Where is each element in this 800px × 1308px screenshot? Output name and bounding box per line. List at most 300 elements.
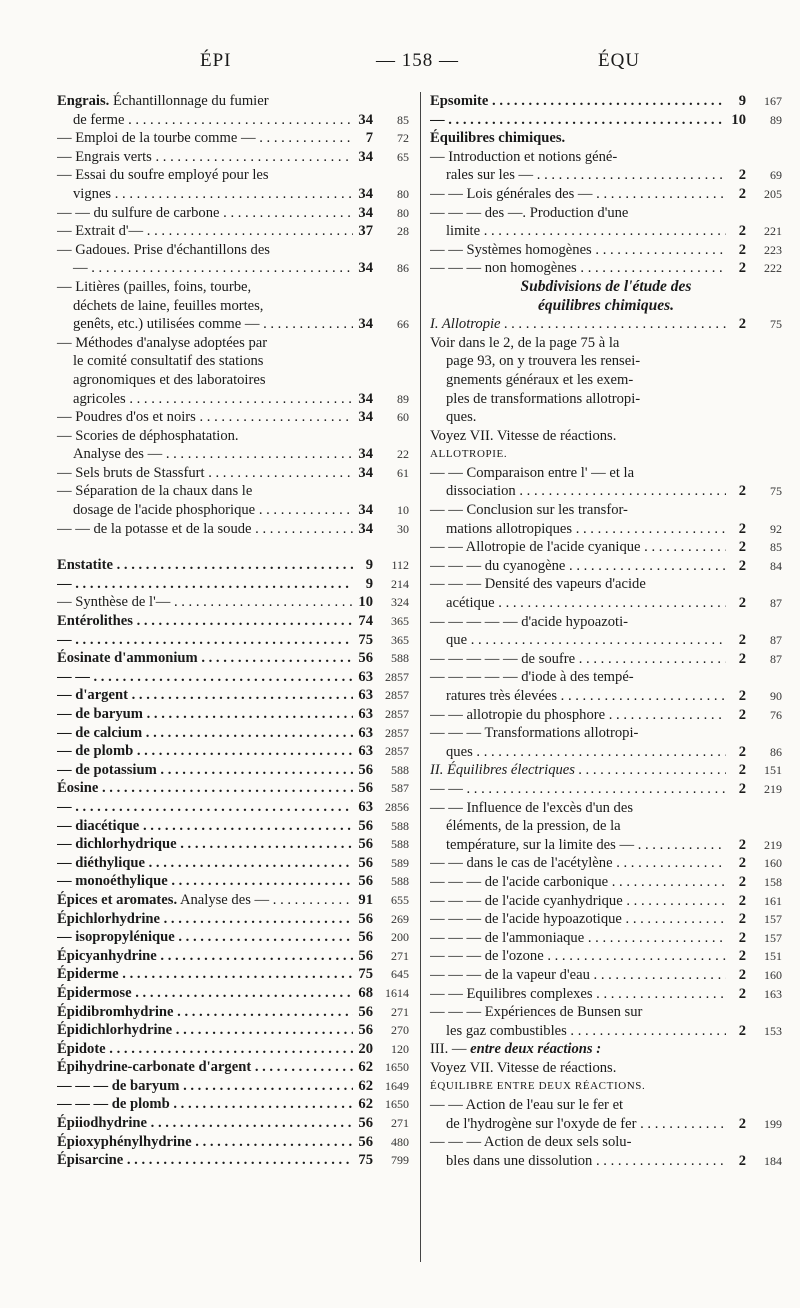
- index-entry: [430, 185, 782, 204]
- entry-text: — Litières (pailles, foins, tourbe,: [57, 278, 252, 295]
- index-entry: [430, 315, 782, 334]
- entry-term: Entérolithes . . .: [57, 612, 353, 631]
- entry-volume: 2: [738, 632, 746, 649]
- index-entry: [57, 835, 409, 854]
- index-entry: [430, 538, 782, 557]
- entry-volume: 2: [738, 1152, 746, 1169]
- entry-page: 76: [770, 707, 782, 722]
- entry-page: 799: [391, 1153, 409, 1168]
- index-entry: [57, 854, 409, 873]
- index-entry: [57, 556, 409, 575]
- entry-term: II. Équilibres électriques . . .: [430, 761, 726, 780]
- entry-page: 2857: [385, 669, 409, 684]
- entry-volume: 75: [358, 631, 373, 648]
- entry-term: Épisarcine . . .: [57, 1151, 353, 1170]
- index-entry: [57, 1040, 409, 1059]
- entry-term: que . . .: [430, 631, 726, 650]
- entry-term: — — — de l'ammoniaque . . .: [430, 929, 726, 948]
- entry-page: 219: [764, 781, 782, 796]
- index-entry: [430, 111, 782, 130]
- entry-volume: 2: [738, 167, 746, 184]
- entry-page: 87: [770, 596, 782, 611]
- entry-page: 269: [391, 911, 409, 926]
- entry-term: bles dans une dissolution . . .: [430, 1152, 726, 1171]
- index-entry: [57, 817, 409, 836]
- entry-term: — isopropylénique . . .: [57, 928, 353, 947]
- entry-term: — Poudres d'os et noirs . . .: [57, 408, 353, 427]
- entry-term: ques . . .: [430, 743, 726, 762]
- entry-term: — — Allotropie de l'acide cyanique . . .: [430, 538, 726, 557]
- entry-text: ples de transformations allotropi-: [446, 390, 641, 407]
- entry-term: Épidermose . . .: [57, 984, 353, 1003]
- entry-term: — . . .: [57, 631, 353, 650]
- entry-term: — dichlorhydrique . . .: [57, 835, 353, 854]
- index-entry: [57, 686, 409, 705]
- entry-page: 223: [764, 242, 782, 257]
- entry-page: 90: [770, 689, 782, 703]
- index-entry: [430, 929, 782, 948]
- entry-page: 161: [764, 893, 782, 908]
- entry-term: — . . .: [57, 798, 353, 817]
- entry-volume: 91: [358, 891, 373, 908]
- entry-term: — de plomb . . .: [57, 742, 353, 761]
- index-entry: [430, 520, 782, 539]
- entry-term: — — — de l'acide hypoazotique . . .: [430, 910, 726, 929]
- entry-page: 199: [764, 1116, 782, 1131]
- entry-text: — Gadoues. Prise d'échantillons des: [57, 241, 270, 258]
- entry-page: 85: [770, 540, 782, 555]
- entry-term: — . . .: [57, 575, 353, 594]
- index-entry: [57, 779, 409, 798]
- entry-page: 151: [764, 763, 782, 778]
- entry-term: Analyse des — . . .: [57, 445, 353, 464]
- entry-page: 645: [391, 967, 409, 982]
- entry-term: température, sur la limite des — . . .: [430, 836, 726, 855]
- entry-page: 167: [764, 94, 782, 108]
- entry-volume: 63: [358, 724, 373, 741]
- entry-page: 89: [397, 391, 409, 406]
- entry-term: — — — — — de soufre . . .: [430, 650, 726, 669]
- entry-volume: 2: [738, 762, 746, 779]
- entry-page: 84: [770, 558, 782, 573]
- entry-volume: 56: [358, 1133, 373, 1150]
- entry-page: 1614: [385, 985, 409, 1000]
- index-entry: [57, 1151, 409, 1170]
- entry-page: 80: [397, 186, 409, 201]
- entry-page: 163: [764, 986, 782, 1001]
- entry-volume: 2: [738, 948, 746, 965]
- entry-term: — de calcium . . .: [57, 724, 353, 743]
- entry-volume: 2: [738, 557, 746, 574]
- index-entry: [430, 780, 782, 799]
- entry-text: Engrais. Échantillonnage du fumier: [57, 93, 269, 109]
- entry-term: vignes . . .: [57, 185, 353, 204]
- entry-page: 86: [397, 261, 409, 276]
- entry-text: éléments, de la pression, de la: [446, 818, 621, 835]
- entry-volume: 10: [358, 594, 373, 611]
- entry-page: 219: [764, 837, 782, 852]
- index-entry: [57, 520, 409, 539]
- index-entry: [57, 185, 409, 204]
- entry-text: le comité consultatif des stations: [73, 353, 264, 370]
- index-entry: [57, 928, 409, 947]
- entry-text: — — — — — d'iode à des tempé-: [430, 669, 634, 686]
- entry-text: — — Action de l'eau sur le fer et: [430, 1097, 624, 1114]
- entry-page: 1650: [385, 1097, 409, 1112]
- entry-volume: 56: [358, 1003, 373, 1020]
- entry-text: Voyez VII. Vitesse de réactions.: [430, 1059, 617, 1076]
- column-divider: [420, 92, 421, 1262]
- entry-term: — — — du cyanogène . . .: [430, 557, 726, 576]
- entry-term: Épichlorhydrine . . .: [57, 910, 353, 929]
- entry-volume: 2: [738, 223, 746, 240]
- index-entry: [57, 668, 409, 687]
- entry-page: 22: [397, 447, 409, 462]
- entry-term: — — — de la vapeur d'eau . . .: [430, 966, 726, 985]
- index-entry: [57, 612, 409, 631]
- entry-text: III. — entre deux réactions :: [430, 1041, 602, 1058]
- entry-text: Équilibres chimiques.: [430, 130, 566, 147]
- entry-term: — — du sulfure de carbone . . .: [57, 204, 353, 223]
- entry-volume: 34: [358, 409, 373, 426]
- entry-term: — — — non homogènes . . .: [430, 259, 726, 278]
- entry-volume: 2: [738, 892, 746, 909]
- index-entry: [57, 798, 409, 817]
- entry-volume: 63: [358, 798, 373, 815]
- entry-text: — — — des —. Production d'une: [430, 204, 629, 221]
- entry-term: — diéthylique . . .: [57, 854, 353, 873]
- entry-page: 588: [391, 874, 409, 889]
- entry-page: 365: [391, 614, 409, 629]
- index-entry: [430, 706, 782, 725]
- index-entry: [57, 464, 409, 483]
- entry-term: — diacétique . . .: [57, 817, 353, 836]
- entry-page: 28: [397, 224, 409, 239]
- index-entry: [57, 315, 409, 334]
- entry-volume: 20: [358, 1040, 373, 1057]
- index-entry: [57, 408, 409, 427]
- entry-term: Épicyanhydrine . . .: [57, 947, 353, 966]
- entry-term: — Synthèse de l'— . . .: [57, 593, 353, 612]
- index-entry: [430, 259, 782, 278]
- entry-term: — — Systèmes homogènes . . .: [430, 241, 726, 260]
- entry-page: 120: [391, 1041, 409, 1056]
- entry-text: — — — Densité des vapeurs d'acide: [430, 576, 646, 593]
- entry-page: 10: [397, 503, 409, 518]
- entry-page: 69: [770, 168, 782, 183]
- entry-volume: 2: [738, 1022, 746, 1039]
- left-column: [57, 92, 409, 1170]
- entry-volume: 2: [738, 929, 746, 946]
- entry-term: — d'argent . . .: [57, 686, 353, 705]
- entry-volume: 63: [358, 668, 373, 685]
- entry-page: 30: [397, 521, 409, 536]
- entry-page: 2857: [385, 688, 409, 703]
- entry-volume: 2: [738, 241, 746, 258]
- entry-volume: 9: [365, 575, 373, 592]
- entry-text: Voyez VII. Vitesse de réactions.: [430, 427, 617, 444]
- index-entry: [57, 761, 409, 780]
- entry-term: — de potassium . . .: [57, 761, 353, 780]
- entry-term: — — — de l'acide cyanhydrique . . .: [430, 892, 726, 911]
- entry-text: — Méthodes d'analyse adoptées par: [57, 334, 268, 351]
- entry-term: de ferme . . .: [57, 111, 353, 130]
- entry-volume: 2: [738, 650, 746, 667]
- entry-page: 89: [770, 112, 782, 127]
- entry-page: 75: [770, 317, 782, 332]
- entry-text: — — Influence de l'excès d'un des: [430, 799, 634, 816]
- entry-term: — — . . .: [57, 668, 353, 687]
- entry-text: — — — Expériences de Bunsen sur: [430, 1004, 643, 1021]
- index-entry: [57, 1058, 409, 1077]
- entry-term: rales sur les — . . .: [430, 166, 726, 185]
- entry-page: 221: [764, 224, 782, 239]
- entry-term: — — — de l'ozone . . .: [430, 947, 726, 966]
- entry-term: dissociation . . .: [430, 482, 726, 501]
- entry-term: Épidote . . .: [57, 1040, 353, 1059]
- entry-page: 158: [764, 874, 782, 889]
- entry-page: 86: [770, 744, 782, 759]
- entry-term: — — de la potasse et de la soude . . .: [57, 520, 353, 539]
- entry-volume: 2: [738, 743, 746, 760]
- index-entry: [57, 575, 409, 594]
- index-entry: [430, 892, 782, 911]
- entry-term: acétique . . .: [430, 594, 726, 613]
- entry-term: — . . .: [430, 111, 726, 130]
- entry-volume: 2: [738, 316, 746, 333]
- entry-page: 160: [764, 856, 782, 871]
- entry-text: — Introduction et notions géné-: [430, 148, 618, 165]
- index-entry: [57, 1114, 409, 1133]
- entry-volume: 2: [738, 185, 746, 202]
- index-entry: [57, 1077, 409, 1096]
- entry-text: — — Conclusion sur les transfor-: [430, 502, 628, 519]
- entry-page: 271: [391, 948, 409, 963]
- entry-page: 200: [391, 930, 409, 945]
- entry-page: 61: [397, 465, 409, 480]
- entry-text: Voir dans le 2, de la page 75 à la: [430, 334, 620, 351]
- entry-page: 270: [391, 1023, 409, 1038]
- entry-volume: 2: [738, 836, 746, 853]
- index-entry: [430, 873, 782, 892]
- entry-page: 2857: [385, 725, 409, 740]
- entry-term: — — — de plomb . . .: [57, 1095, 353, 1114]
- entry-text: — — — Action de deux sels solu-: [430, 1134, 632, 1151]
- entry-page: 1650: [385, 1060, 409, 1075]
- index-entry: [57, 259, 409, 278]
- entry-volume: 56: [358, 1022, 373, 1039]
- index-entry: [57, 724, 409, 743]
- entry-term: Épihydrine-carbonate d'argent . . .: [57, 1058, 353, 1077]
- entry-term: — Sels bruts de Stassfurt . . .: [57, 464, 353, 483]
- index-entry: [430, 1115, 782, 1134]
- index-entry: [57, 984, 409, 1003]
- entry-volume: 34: [358, 185, 373, 202]
- index-entry: [430, 1022, 782, 1041]
- entry-volume: 2: [738, 1115, 746, 1132]
- entry-volume: 34: [358, 446, 373, 463]
- index-entry: [430, 910, 782, 929]
- index-entry: [430, 854, 782, 873]
- entry-term: Épidichlorhydrine . . .: [57, 1021, 353, 1040]
- entry-page: 205: [764, 186, 782, 201]
- entry-term: Enstatite . . .: [57, 556, 353, 575]
- entry-page: 324: [391, 595, 409, 610]
- entry-page: 588: [391, 651, 409, 666]
- entry-term: dosage de l'acide phosphorique . . .: [57, 501, 353, 520]
- index-entry: [57, 891, 409, 910]
- entry-volume: 34: [358, 260, 373, 277]
- entry-volume: 34: [358, 111, 373, 128]
- entry-volume: 62: [358, 1096, 373, 1113]
- entry-volume: 2: [738, 539, 746, 556]
- entry-volume: 2: [738, 911, 746, 928]
- entry-page: 2857: [385, 744, 409, 759]
- entry-volume: 2: [738, 855, 746, 872]
- index-entry: [430, 166, 782, 185]
- index-entry: [430, 761, 782, 780]
- entry-term: agricoles . . .: [57, 390, 353, 409]
- entry-volume: 75: [358, 966, 373, 983]
- entry-volume: 9: [365, 557, 373, 574]
- entry-page: 588: [391, 818, 409, 833]
- index-entry: [57, 649, 409, 668]
- entry-term: Éosine . . .: [57, 779, 353, 798]
- entry-volume: 68: [358, 984, 373, 1001]
- entry-page: 87: [770, 633, 782, 648]
- entry-page: 85: [397, 112, 409, 127]
- entry-page: 214: [391, 576, 409, 591]
- index-entry: [57, 501, 409, 520]
- entry-volume: 75: [358, 1152, 373, 1169]
- entry-page: 589: [391, 855, 409, 870]
- entry-text: — Essai du soufre employé pour les: [57, 167, 269, 184]
- entry-text: agronomiques et des laboratoires: [73, 371, 266, 388]
- index-entry: [430, 836, 782, 855]
- entry-volume: 34: [358, 520, 373, 537]
- index-entry: [57, 872, 409, 891]
- entry-volume: 62: [358, 1077, 373, 1094]
- entry-page: 87: [770, 651, 782, 666]
- entry-term: mations allotropiques . . .: [430, 520, 726, 539]
- entry-volume: 62: [358, 1059, 373, 1076]
- index-entry: [430, 594, 782, 613]
- index-entry: [430, 241, 782, 260]
- entry-volume: 56: [358, 854, 373, 871]
- entry-term: Épices et aromates. Analyse des — . . .: [57, 891, 353, 910]
- index-entry: [430, 947, 782, 966]
- entry-term: genêts, etc.) utilisées comme — . . .: [57, 315, 353, 334]
- index-entry: [57, 222, 409, 241]
- index-entry: [430, 1152, 782, 1171]
- entry-volume: 2: [738, 483, 746, 500]
- entry-term: — — allotropie du phosphore . . .: [430, 706, 726, 725]
- entry-page: 153: [764, 1023, 782, 1038]
- entry-volume: 56: [358, 910, 373, 927]
- index-entry: [57, 445, 409, 464]
- entry-page: 587: [391, 781, 409, 796]
- entry-volume: 56: [358, 929, 373, 946]
- entry-term: — — . . .: [430, 780, 726, 799]
- entry-volume: 2: [738, 260, 746, 277]
- index-entry: [57, 148, 409, 167]
- entry-term: Epsomite . . .: [430, 92, 726, 111]
- entry-page: 222: [764, 261, 782, 276]
- entry-page: 655: [391, 892, 409, 907]
- entry-volume: 56: [358, 836, 373, 853]
- section-heading: Subdivisions de l'étude des: [520, 277, 692, 295]
- entry-volume: 2: [738, 873, 746, 890]
- entry-volume: 2: [738, 780, 746, 797]
- index-entry: [430, 631, 782, 650]
- index-entry: [430, 650, 782, 669]
- entry-page: 157: [764, 930, 782, 945]
- index-entry: [57, 1021, 409, 1040]
- entry-volume: 63: [358, 687, 373, 704]
- index-entry: [57, 204, 409, 223]
- entry-term: — — — de baryum . . .: [57, 1077, 353, 1096]
- entry-volume: 34: [358, 204, 373, 221]
- index-entry: [57, 742, 409, 761]
- index-entry: [57, 1095, 409, 1114]
- entry-term: — — Equilibres complexes . . .: [430, 985, 726, 1004]
- entry-term: Épidibromhydrine . . .: [57, 1003, 353, 1022]
- entry-text: — — — — — d'acide hypoazoti-: [430, 613, 628, 630]
- index-entry: [57, 705, 409, 724]
- entry-term: ratures très élevées . . .: [430, 687, 726, 706]
- right-column: [430, 92, 782, 1170]
- entry-term: Éosinate d'ammonium . . .: [57, 649, 353, 668]
- entry-text: — Séparation de la chaux dans le: [57, 483, 253, 500]
- index-entry: [430, 222, 782, 241]
- entry-term: — . . .: [57, 259, 353, 278]
- index-entry: [430, 557, 782, 576]
- entry-volume: 56: [358, 817, 373, 834]
- entry-term: — Emploi de la tourbe comme — . . .: [57, 129, 353, 148]
- entry-page: 80: [397, 205, 409, 220]
- index-entry: [57, 111, 409, 130]
- entry-term: — de baryum . . .: [57, 705, 353, 724]
- entry-volume: 63: [358, 743, 373, 760]
- entry-page: 1649: [385, 1078, 409, 1093]
- entry-volume: 2: [738, 966, 746, 983]
- index-entry: [430, 966, 782, 985]
- header-left: ÉPI: [200, 50, 232, 71]
- index-entry: [57, 910, 409, 929]
- entry-page: 72: [397, 131, 409, 146]
- entry-term: — monoéthylique . . .: [57, 872, 353, 891]
- entry-volume: 34: [358, 316, 373, 333]
- entry-page: 480: [391, 1134, 409, 1149]
- entry-page: 60: [397, 410, 409, 425]
- entry-text: page 93, on y trouvera les rensei-: [446, 353, 641, 370]
- entry-page: 151: [764, 949, 782, 964]
- entry-volume: 9: [738, 93, 746, 109]
- entry-volume: 10: [731, 111, 746, 128]
- index-entry: [430, 482, 782, 501]
- entry-page: 271: [391, 1116, 409, 1131]
- entry-volume: 2: [738, 706, 746, 723]
- entry-text: ÉQUILIBRE ENTRE DEUX RÉACTIONS.: [430, 1080, 646, 1093]
- entry-volume: 56: [358, 873, 373, 890]
- entry-term: limite . . .: [430, 222, 726, 241]
- index-entry: [57, 593, 409, 612]
- entry-volume: 37: [358, 223, 373, 240]
- entry-page: 75: [770, 484, 782, 499]
- index-entry: [430, 92, 782, 111]
- entry-page: 66: [397, 317, 409, 332]
- entry-volume: 56: [358, 761, 373, 778]
